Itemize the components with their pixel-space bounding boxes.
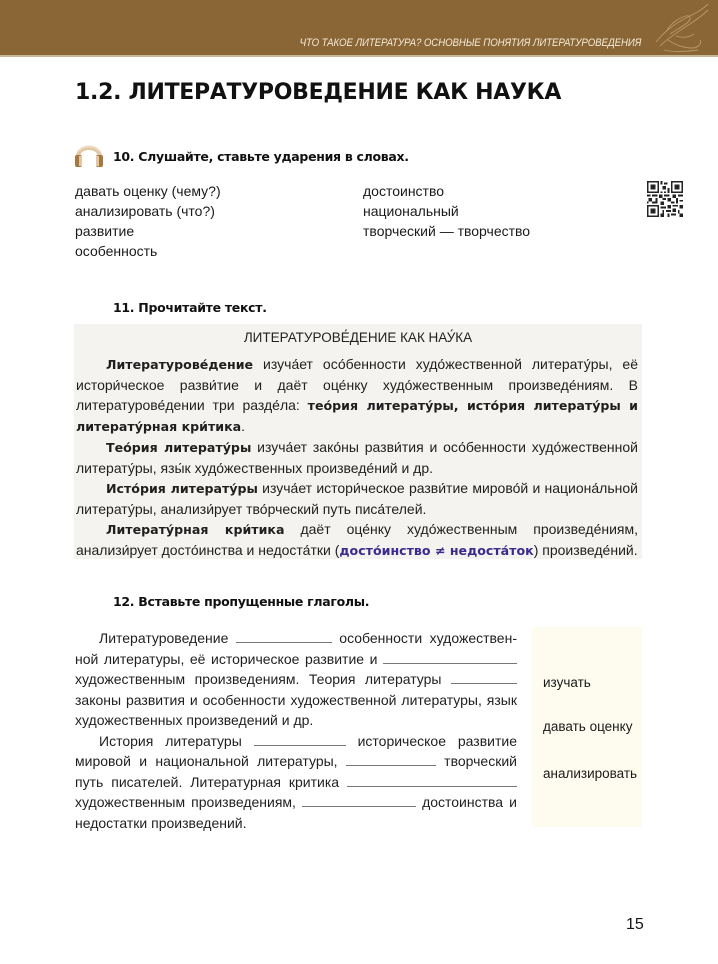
blank-field[interactable]	[346, 754, 436, 766]
reading-title: ЛИТЕРАТУРОВЕ́ДЕНИЕ КАК НАУ́КА	[243, 330, 473, 345]
exercise-11-heading: 11. Прочитайте текст.	[113, 300, 267, 315]
paragraph-text: особенности художественной литературы, её историческое развитие и	[75, 630, 517, 667]
word-item: анализировать (что?)	[75, 203, 215, 219]
word-item: творческий — творчество	[363, 223, 531, 239]
paragraph-text: .	[241, 418, 246, 434]
headphones-icon[interactable]	[74, 137, 104, 169]
word-item: достоинство	[363, 183, 445, 199]
word-item: особенность	[75, 243, 158, 259]
paragraph-text: творческий путь писателей. Литературная критика	[75, 753, 517, 790]
reading-paragraph	[76, 437, 638, 478]
gap-fill-text	[75, 628, 517, 833]
word-item: развитие	[75, 223, 135, 239]
blank-field[interactable]	[254, 734, 346, 746]
paragraph-text: художественным произведениям,	[75, 794, 302, 810]
paragraph-text: историческое развитие мировой и национальной литературы,	[75, 732, 517, 769]
paragraph-text: Литературоведение	[99, 630, 236, 646]
paragraph-text: законы развития и особенности художественной литературы, язык художественных произведений и др.	[75, 691, 517, 728]
blank-field[interactable]	[236, 631, 332, 643]
blank-field[interactable]	[347, 775, 517, 787]
paragraph-text: изуча́ет истори́ческое разви́тие мирово́й и национа́льной литерату́ры, анализи́рует тво́рческий путь писа́телей.	[76, 480, 638, 517]
term: тео́рия литерату́ры, исто́рия литерату́ры и литерату́рная кри́тика	[76, 398, 639, 434]
qr-code-icon[interactable]	[647, 181, 683, 217]
paragraph-text: изуча́ет осо́бенности худо́жественной литерату́ры, её истори́ческое разви́тие и даёт оце́нку худо́жественным произведе́ниям. В литературове́дении три разде́ла:	[76, 356, 638, 413]
paragraph-text: художественным произведениям. Теория литературы	[75, 671, 451, 687]
antonym-highlight: досто́инство ≠ недоста́ток	[339, 543, 534, 558]
gap-paragraph	[75, 628, 517, 731]
running-title: ЧТО ТАКОЕ ЛИТЕРАТУРА? ОСНОВНЫЕ ПОНЯТИЯ ЛИТЕРАТУРОВЕДЕНИЯ	[299, 37, 641, 49]
verb-option[interactable]: анализировать	[543, 766, 638, 781]
term: Исто́рия литерату́ры	[106, 481, 258, 496]
word-item: давать оценку (чему?)	[75, 183, 221, 199]
blank-field[interactable]	[302, 795, 416, 807]
reading-text-box	[74, 324, 642, 559]
paragraph-text: достоинства и недостатки произведений.	[75, 794, 517, 831]
verb-option[interactable]: изучать	[543, 675, 591, 690]
blank-field[interactable]	[451, 672, 517, 684]
blank-field[interactable]	[383, 652, 517, 664]
reading-paragraph	[76, 519, 638, 561]
paragraph-text: даёт оце́нку худо́жественным произведе́ниям, анализи́рует досто́инства и недоста́тки (	[76, 521, 639, 558]
verb-option[interactable]: давать оценку	[543, 719, 633, 734]
paragraph-text: История литературы	[99, 732, 254, 749]
paragraph-text: изуча́ет зако́ны разви́тия и осо́бенности худо́жественной литерату́ры, язы́к худо́жественных произведе́ний и др.	[76, 439, 638, 476]
term: Литерату́рная кри́тика	[106, 522, 285, 537]
header-band	[0, 0, 718, 57]
paragraph-text: ) произведе́ний.	[533, 542, 638, 558]
word-item: национальный	[363, 203, 459, 219]
page-number: 15	[626, 916, 644, 933]
exercise-12-heading: 12. Вставьте пропущенные глаголы.	[113, 594, 370, 609]
verb-bank	[532, 627, 642, 827]
term: Литературове́дение	[106, 357, 254, 372]
quill-hand-icon	[646, 2, 710, 54]
reading-paragraph	[76, 478, 638, 519]
word-list-right	[363, 181, 530, 241]
term: Тео́рия литерату́ры	[106, 440, 252, 455]
reading-text	[76, 354, 638, 561]
gap-paragraph	[75, 731, 517, 834]
exercise-10-heading: 10. Слушайте, ставьте ударения в словах.	[113, 149, 409, 164]
section-title: 1.2. ЛИТЕРАТУРОВЕДЕНИЕ КАК НАУКА	[75, 80, 562, 105]
reading-paragraph	[76, 354, 638, 437]
word-list-left	[75, 181, 221, 261]
